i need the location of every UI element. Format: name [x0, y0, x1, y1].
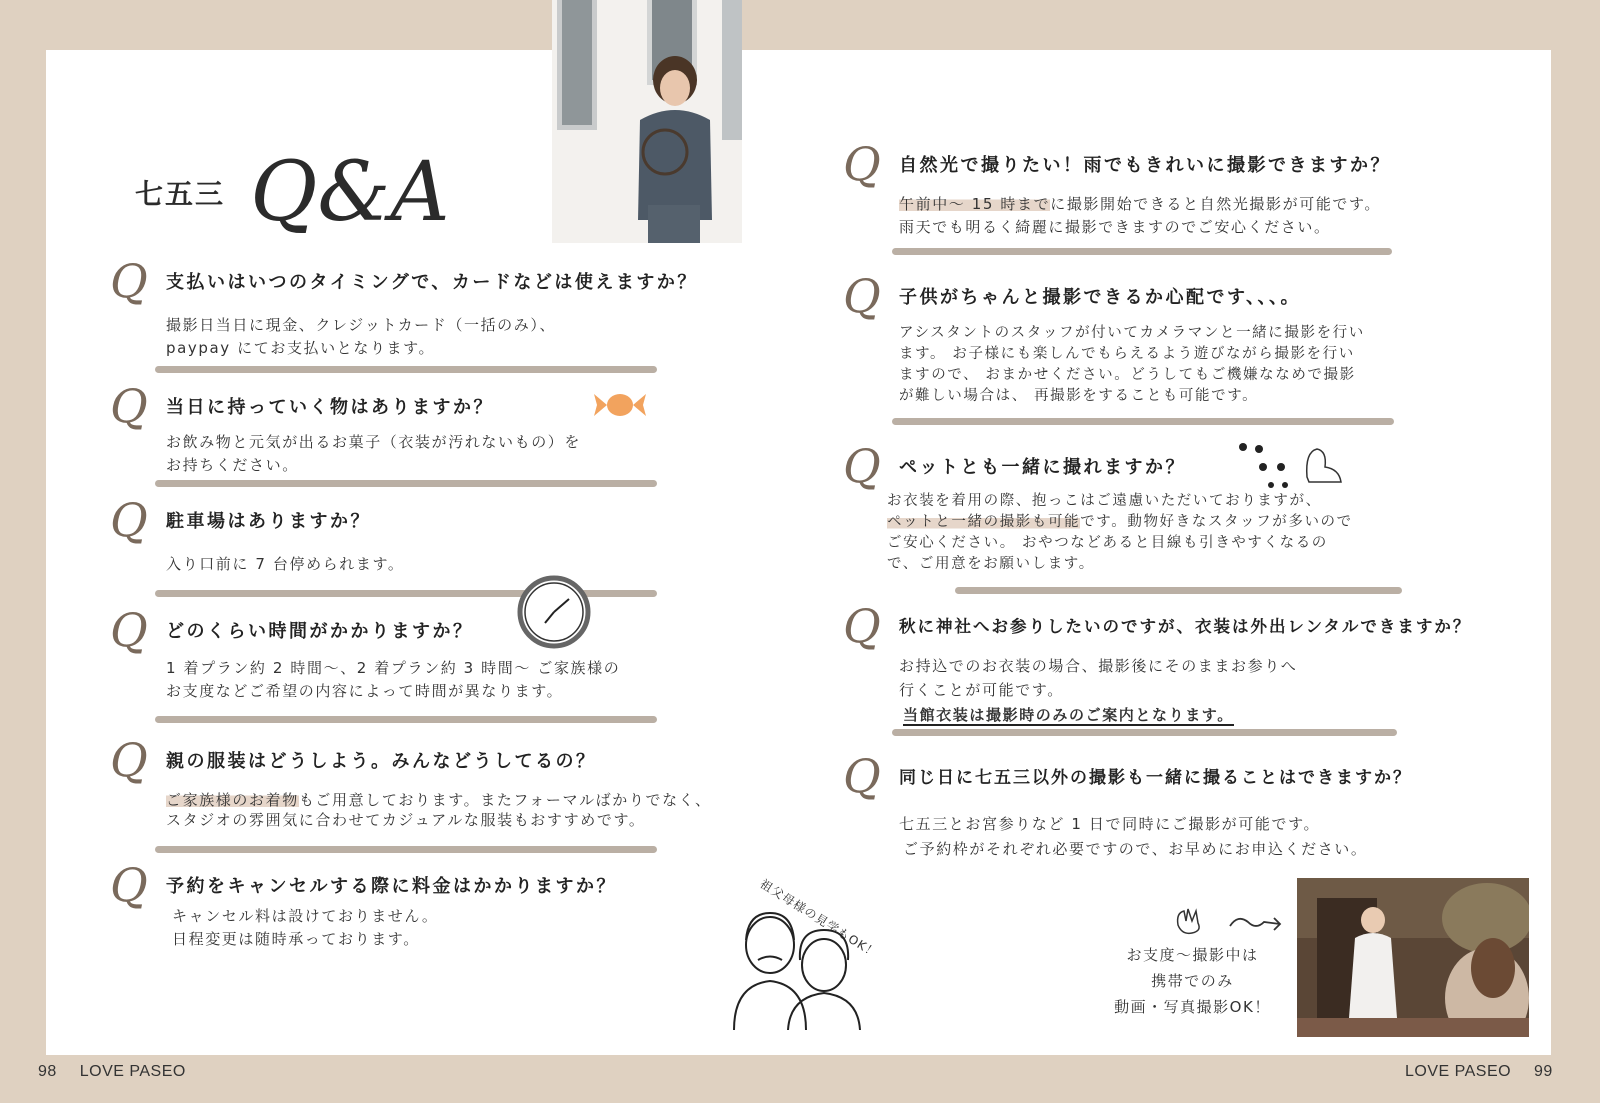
- answer-line: お持ちください。: [166, 456, 299, 474]
- answer-line: お飲み物と元気が出るお菓子（衣装が汚れないもの）を: [166, 433, 582, 451]
- question-text: 秋に神社へお参りしたいのですが、衣装は外出レンタルできますか？: [899, 617, 1472, 636]
- grandparents-illustration: [728, 905, 863, 1034]
- answer-line: [899, 193, 1381, 216]
- divider-line: [155, 366, 657, 373]
- phone-note: [1100, 942, 1285, 1020]
- answer-line: [887, 512, 1353, 533]
- answer-line: お衣装を着用の際、抱っこはご遠慮いただいておりますが、: [887, 493, 1322, 509]
- answer-line: 撮影日当日に現金、クレジットカード（一括のみ）、: [166, 316, 557, 334]
- question-text: 同じ日に七五三以外の撮影も一緒に撮ることはできますか？: [899, 768, 1412, 788]
- arrow-icon: [1228, 912, 1284, 940]
- page-number-left: 98: [38, 1063, 57, 1080]
- answer-line: が難しい場合は、 再撮影をすることも可能です。: [899, 388, 1259, 404]
- child-suit-photo: [552, 0, 742, 243]
- answer-line: paypay にてお支払いとなります。: [166, 339, 436, 357]
- answer-line: 日程変更は随時承っております。: [172, 930, 420, 948]
- answer-line: ます。 お子様にも楽しんでもらえるよう遊びながら撮影を行い: [899, 346, 1355, 362]
- answer-line: 行くことが可能です。: [899, 681, 1064, 699]
- title-script: Q&A: [250, 145, 450, 240]
- phone-note-line: 携帯でのみ: [1151, 972, 1234, 990]
- q-mark: Q: [110, 733, 148, 787]
- answer-line: ご安心ください。 おやつなどあると目線も引きやすくなるの: [887, 535, 1328, 551]
- kimono-child-photo: [1297, 878, 1529, 1037]
- paw-prints-icon: [1235, 437, 1345, 496]
- question-text: 予約をキャンセルする際に料金はかかりますか？: [166, 876, 617, 897]
- question-text: どのくらい時間がかかりますか？: [166, 621, 474, 642]
- answer-text: に撮影開始できると自然光撮影が可能です。: [1050, 195, 1382, 213]
- answer-line: [903, 704, 1234, 727]
- answer-line: 入り口前に 7 台停められます。: [166, 555, 405, 573]
- question-text: ペットとも一緒に撮れますか？: [899, 457, 1186, 478]
- q-mark: Q: [843, 439, 881, 493]
- q-mark: Q: [843, 269, 881, 323]
- q-mark: Q: [110, 858, 148, 912]
- answer-text: です。動物好きなスタッフが多いので: [1080, 514, 1353, 530]
- page-number-right: 99: [1534, 1063, 1553, 1080]
- divider-line: [892, 418, 1394, 425]
- footer-right: [1405, 1063, 1553, 1081]
- grandparents-note: 祖父母様の見学もOK！: [757, 876, 881, 961]
- answer-line: ますので、 おまかせください。どうしてもご機嫌ななめで撮影: [899, 367, 1356, 383]
- divider-line: [955, 587, 1402, 594]
- page-title: [135, 145, 450, 240]
- answer-line: 七五三とお宮参りなど 1 日で同時にご撮影が可能です。: [899, 815, 1321, 833]
- answer-line: 雨天でも明るく綺麗に撮影できますのでご安心ください。: [899, 218, 1331, 236]
- divider-line: [892, 248, 1392, 255]
- question-text: 親の服装はどうしよう。みんなどうしてるの？: [166, 751, 597, 772]
- answer-line: お支度などご希望の内容によって時間が異なります。: [166, 682, 564, 700]
- answer-highlight: ペットと一緒の撮影も可能: [887, 514, 1081, 530]
- answer-text: もご用意しております。またフォーマルばかりでなく、: [298, 791, 712, 809]
- answer-line: ご予約枠がそれぞれ必要ですので、お早めにお申込ください。: [903, 840, 1368, 858]
- answer-underlined: 当館衣装は撮影時のみのご案内となります。: [903, 706, 1234, 724]
- q-mark: Q: [110, 493, 148, 547]
- q-mark: Q: [110, 379, 148, 433]
- answer-line: スタジオの雰囲気に合わせてカジュアルな服装もおすすめです。: [166, 811, 646, 829]
- answer-highlight: 午前中〜 15 時まで: [899, 195, 1051, 213]
- question-text: 当日に持っていく物はありますか？: [166, 397, 494, 418]
- divider-line: [155, 716, 657, 723]
- q-mark: Q: [843, 599, 881, 653]
- divider-line: [892, 729, 1397, 736]
- candy-icon: [592, 388, 648, 426]
- answer-highlight: ご家族様のお着物: [166, 791, 299, 809]
- divider-line: [155, 846, 657, 853]
- clock-icon: [517, 575, 591, 653]
- q-mark: Q: [110, 603, 148, 657]
- phone-note-line: 動画・写真撮影OK！: [1114, 998, 1271, 1016]
- question-text: 子供がちゃんと撮影できるか心配です、、、。: [899, 287, 1302, 308]
- question-text: 自然光で撮りたい！雨でもきれいに撮影できますか？: [899, 155, 1391, 176]
- question-text: 支払いはいつのタイミングで、カードなどは使えますか？: [166, 272, 698, 293]
- title-jp: 七五三: [135, 177, 226, 211]
- answer-line: アシスタントのスタッフが付いてカメラマンと一緒に撮影を行い: [899, 325, 1365, 341]
- phone-note-line: お支度〜撮影中は: [1126, 946, 1259, 964]
- answer-line: キャンセル料は設けておりません。: [172, 907, 439, 925]
- q-mark: Q: [110, 254, 148, 308]
- q-mark: Q: [843, 749, 881, 803]
- footer-left: [38, 1063, 186, 1081]
- divider-line: [155, 480, 657, 487]
- q-mark: Q: [843, 137, 881, 191]
- question-text: 駐車場はありますか？: [166, 511, 371, 532]
- answer-line: お持込でのお衣装の場合、撮影後にそのままお参りへ: [899, 657, 1298, 675]
- brand-right: LOVE PASEO: [1405, 1063, 1512, 1080]
- answer-line: 1 着プラン約 2 時間〜、2 着プラン約 3 時間〜 ご家族様の: [166, 659, 621, 677]
- brand-left: LOVE PASEO: [79, 1063, 186, 1080]
- answer-line: で、ご用意をお願いします。: [887, 556, 1095, 572]
- hand-icon: [1172, 905, 1208, 941]
